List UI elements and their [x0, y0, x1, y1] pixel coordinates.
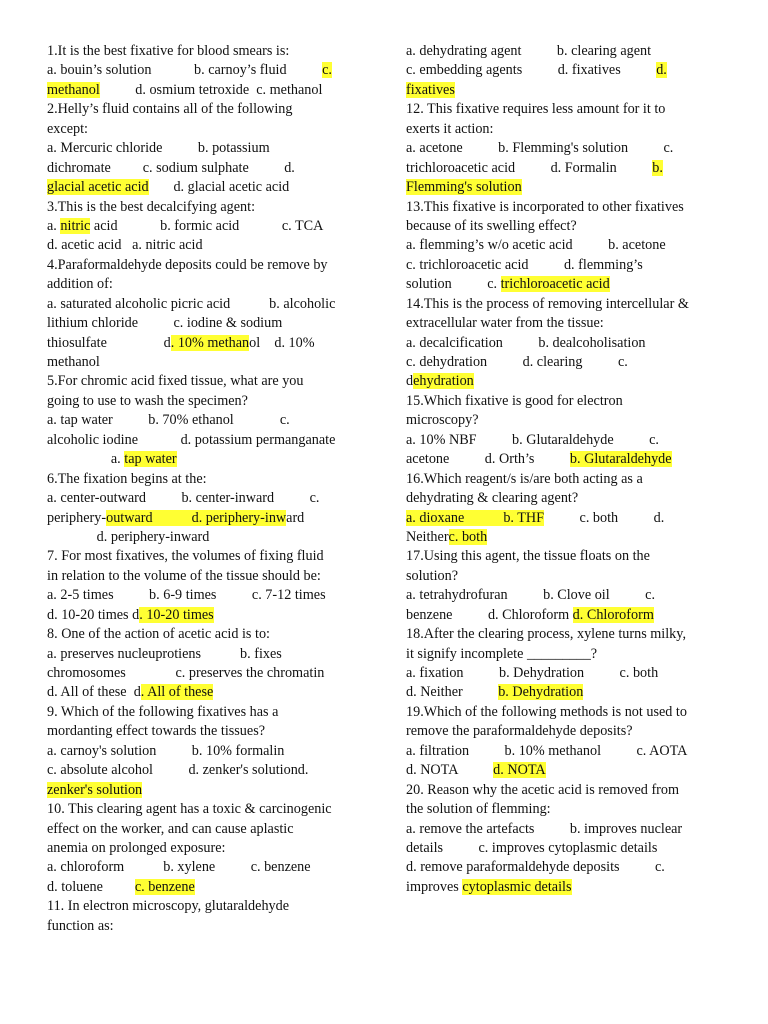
line-text: methanol [47, 354, 100, 370]
line-text: a. remove the artefacts b. improves nuclear [406, 820, 683, 837]
line-text: except: [47, 120, 88, 137]
line-text: a. filtration b. 10% methanol c. AOTA [406, 742, 688, 759]
line-text: 17.Using this agent, the tissue floats on the [406, 548, 650, 565]
line-text: exerts it action: [406, 120, 494, 137]
text-line [406, 314, 724, 333]
line-text: d [406, 373, 414, 390]
line-text: 6.The fixation begins at the: [47, 470, 207, 487]
text-line [47, 878, 365, 897]
line-text: d. acetic acid a. nitric acid [47, 237, 203, 254]
line-text: ol d. 10% [249, 334, 315, 351]
text-line [47, 820, 365, 839]
line-text: acetone d. Orth’s [406, 451, 570, 468]
text-line [406, 664, 724, 683]
text-line [406, 392, 724, 411]
line-text: a. bouin’s solution b. carnoy’s fluid [47, 62, 323, 79]
line-text: a. [47, 451, 125, 468]
line-text: 15.Which fixative is good for electron [406, 392, 623, 409]
line-text: remove the paraformaldehyde deposits? [406, 723, 633, 740]
line-text: improves [406, 878, 463, 895]
line-text: d. All of these d [47, 684, 141, 701]
line-text: a. tap water b. 70% ethanol c. [47, 412, 290, 429]
line-text: lithium chloride c. iodine & sodium [47, 315, 283, 332]
line-text: dichromate c. sodium sulphate d. [47, 159, 295, 176]
text-line [47, 547, 365, 566]
text-line [406, 742, 724, 761]
line-text: a. acetone b. Flemming's solution c. [406, 140, 674, 157]
text-line [406, 236, 724, 255]
text-line [47, 800, 365, 819]
highlighted-answer: methanol [47, 81, 100, 98]
text-line [406, 42, 724, 61]
highlighted-answer: outward d. periphery-inw [106, 509, 287, 526]
text-line [47, 761, 365, 780]
line-text: d. glacial acetic acid [148, 179, 290, 196]
text-line [406, 528, 724, 547]
line-text: d. Neither [406, 684, 499, 701]
line-text: trichloroacetic acid d. Formalin [406, 159, 653, 176]
text-line [47, 411, 365, 430]
text-line [406, 217, 724, 236]
text-line [47, 353, 365, 372]
line-text: 2.Helly’s fluid contains all of the following [47, 101, 293, 118]
line-text: addition of: [47, 276, 113, 293]
highlighted-answer: . 10% methan [170, 334, 250, 351]
text-line [406, 703, 724, 722]
text-line [47, 664, 365, 683]
highlighted-answer: d. Chloroform [572, 606, 654, 623]
text-line [47, 61, 365, 80]
text-line [406, 722, 724, 741]
line-text: 10. This clearing agent has a toxic & carcinogenic [47, 801, 332, 818]
line-text: c. trichloroacetic acid d. flemming’s [406, 256, 643, 273]
right-column [406, 42, 724, 897]
line-text: dehydrating & clearing agent? [406, 490, 579, 507]
line-text: in relation to the volume of the tissue should be: [47, 567, 321, 584]
highlighted-answer: a. dioxane b. THF [406, 509, 545, 526]
highlighted-answer: b. [652, 159, 663, 176]
text-line [47, 256, 365, 275]
text-line [47, 625, 365, 644]
text-line [47, 139, 365, 158]
text-line [406, 120, 724, 139]
line-text: effect on the worker, and can cause aplastic [47, 820, 294, 837]
line-text: a. saturated alcoholic picric acid b. alcoholic [47, 295, 336, 312]
highlighted-answer: Flemming's solution [406, 179, 522, 196]
text-line [406, 450, 724, 469]
line-text: 19.Which of the following methods is not used to [406, 703, 687, 720]
highlighted-answer: glacial acetic acid [47, 179, 149, 196]
line-text: a. chloroform b. xylene c. benzene [47, 859, 311, 876]
line-text: solution c. [406, 276, 501, 293]
text-line [406, 625, 724, 644]
highlighted-answer: . 10-20 times [139, 606, 214, 623]
text-line [47, 489, 365, 508]
text-line [406, 353, 724, 372]
text-line [406, 295, 724, 314]
text-line [47, 120, 365, 139]
text-line [406, 547, 724, 566]
highlighted-answer: . All of these [140, 684, 214, 701]
line-text: d. 10-20 times d [47, 606, 140, 623]
text-line [47, 236, 365, 255]
line-text: d. periphery-inward [47, 528, 210, 545]
line-text: extracellular water from the tissue: [406, 315, 604, 332]
text-line [47, 334, 365, 353]
text-line [406, 567, 724, 586]
text-line [406, 159, 724, 178]
line-text: 16.Which reagent/s is/are both acting as a [406, 470, 643, 487]
text-line [47, 81, 365, 100]
line-text: d. NOTA [406, 762, 494, 779]
text-line [406, 470, 724, 489]
text-line [47, 198, 365, 217]
text-line [47, 781, 365, 800]
text-line [47, 372, 365, 391]
text-line [406, 61, 724, 80]
text-line [47, 858, 365, 877]
line-text: d. toluene [47, 878, 135, 895]
highlighted-answer: trichloroacetic acid [500, 276, 610, 293]
text-line [47, 42, 365, 61]
text-line [47, 295, 365, 314]
line-text: chromosomes c. preserves the chromatin [47, 665, 325, 681]
line-text: alcoholic iodine d. potassium permanganate [47, 431, 336, 448]
line-text: d. osmium tetroxide c. methanol [99, 81, 323, 98]
text-line [406, 431, 724, 450]
line-text: a. fixation b. Dehydration c. both [406, 665, 659, 681]
line-text: 8. One of the action of acetic acid is to: [47, 626, 270, 643]
highlighted-answer: d. NOTA [493, 762, 546, 779]
line-text: 3.This is the best decalcifying agent: [47, 198, 256, 215]
line-text: d. remove paraformaldehyde deposits c. [406, 859, 665, 876]
line-text: anemia on prolonged exposure: [47, 839, 226, 856]
text-line [406, 645, 724, 664]
line-text: a. carnoy's solution b. 10% formalin [47, 742, 285, 759]
line-text: ard [286, 509, 305, 526]
line-text: function as: [47, 917, 114, 934]
line-text: a. preserves nucleuprotiens b. fixes [47, 645, 282, 662]
text-line [47, 470, 365, 489]
line-text: c. absolute alcohol d. zenker's solutiond. [47, 762, 309, 779]
text-line [406, 275, 724, 294]
line-text: going to use to wash the specimen? [47, 392, 248, 409]
line-text: microscopy? [406, 412, 479, 429]
text-line [406, 334, 724, 353]
line-text: Neither [406, 528, 449, 545]
highlighted-answer: fixatives [406, 81, 455, 98]
line-text: 1.It is the best fixative for blood smears is: [47, 43, 290, 59]
highlighted-answer: b. Glutaraldehyde [569, 451, 672, 468]
text-line [47, 897, 365, 916]
line-text: thiosulfate d [47, 334, 171, 351]
line-text: 13.This fixative is incorporated to other fixatives [406, 198, 684, 215]
line-text: c. both d. [544, 509, 665, 526]
highlighted-answer: b. Dehydration [498, 684, 584, 701]
text-line [47, 683, 365, 702]
text-line [406, 81, 724, 100]
highlighted-answer: c. both [448, 528, 488, 545]
text-line [47, 839, 365, 858]
line-text: 12. This fixative requires less amount for it to [406, 101, 666, 118]
text-line [406, 878, 724, 897]
text-line [47, 567, 365, 586]
line-text: 4.Paraformaldehyde deposits could be remove by [47, 256, 328, 273]
line-text: a. 2-5 times b. 6-9 times c. 7-12 times [47, 587, 326, 604]
text-line [406, 139, 724, 158]
line-text: the solution of flemming: [406, 801, 551, 818]
highlighted-answer: tap water [124, 451, 177, 468]
line-text: a. 10% NBF b. Glutaraldehyde c. [406, 431, 659, 448]
text-line [406, 858, 724, 877]
highlighted-answer: ehydration [413, 373, 474, 390]
line-text: 5.For chromic acid fixed tissue, what are you [47, 373, 304, 390]
line-text: 14.This is the process of removing intercellular & [406, 295, 689, 312]
text-line [47, 450, 365, 469]
text-line [47, 606, 365, 625]
text-line [47, 703, 365, 722]
text-line [406, 820, 724, 839]
text-line [406, 800, 724, 819]
left-column [47, 42, 365, 936]
highlighted-answer: nitric [60, 217, 91, 234]
line-text: a. tetrahydrofuran b. Clove oil c. [406, 587, 656, 604]
line-text: 7. For most fixatives, the volumes of fixing fluid [47, 548, 324, 565]
line-text: solution? [406, 567, 459, 584]
text-line [47, 392, 365, 411]
highlighted-answer: c. benzene [134, 878, 195, 895]
text-line [406, 586, 724, 605]
line-text: mordanting effect towards the tissues? [47, 723, 266, 740]
line-text: 11. In electron microscopy, glutaraldehyde [47, 898, 290, 915]
text-line [406, 489, 724, 508]
line-text: a. flemming’s w/o acetic acid b. acetone [406, 237, 666, 254]
line-text: details c. improves cytoplasmic details [406, 839, 658, 856]
text-line [47, 586, 365, 605]
text-line [47, 100, 365, 119]
line-text: benzene d. Chloroform [406, 606, 573, 623]
line-text: periphery- [47, 509, 107, 526]
text-line [406, 606, 724, 625]
text-line [406, 198, 724, 217]
highlighted-answer: cytoplasmic details [462, 878, 572, 895]
line-text: it signify incomplete _________? [406, 645, 598, 662]
line-text: 18.After the clearing process, xylene turns milky, [406, 626, 686, 643]
line-text: 20. Reason why the acetic acid is removed from [406, 781, 680, 798]
highlighted-answer: c. [322, 62, 332, 79]
text-line [406, 761, 724, 780]
text-line [47, 509, 365, 528]
line-text: a. dehydrating agent b. clearing agent [406, 43, 652, 59]
line-text: a. decalcification b. dealcoholisation [406, 334, 646, 351]
text-line [406, 100, 724, 119]
text-line [47, 217, 365, 236]
highlighted-answer: d. [656, 62, 667, 79]
line-text: c. embedding agents d. fixatives [406, 62, 657, 79]
text-line [47, 178, 365, 197]
text-line [406, 372, 724, 391]
text-line [406, 178, 724, 197]
highlighted-answer: zenker's solution [47, 781, 143, 798]
text-line [47, 742, 365, 761]
text-line [406, 509, 724, 528]
text-line [406, 683, 724, 702]
line-text: because of its swelling effect? [406, 217, 577, 234]
line-text: c. dehydration d. clearing c. [406, 354, 628, 370]
line-text: 9. Which of the following fixatives has a [47, 703, 279, 720]
text-line [406, 839, 724, 858]
text-line [47, 431, 365, 450]
text-line [47, 722, 365, 741]
text-line [406, 256, 724, 275]
line-text: a. center-outward b. center-inward c. [47, 490, 320, 507]
line-text: a. Mercuric chloride b. potassium [47, 140, 270, 157]
text-line [47, 159, 365, 178]
line-text: acid b. formic acid c. TCA [90, 217, 324, 234]
text-line [47, 528, 365, 547]
text-line [47, 275, 365, 294]
text-line [47, 645, 365, 664]
text-line [47, 314, 365, 333]
line-text: a. [47, 217, 61, 234]
text-line [47, 917, 365, 936]
text-line [406, 411, 724, 430]
text-line [406, 781, 724, 800]
